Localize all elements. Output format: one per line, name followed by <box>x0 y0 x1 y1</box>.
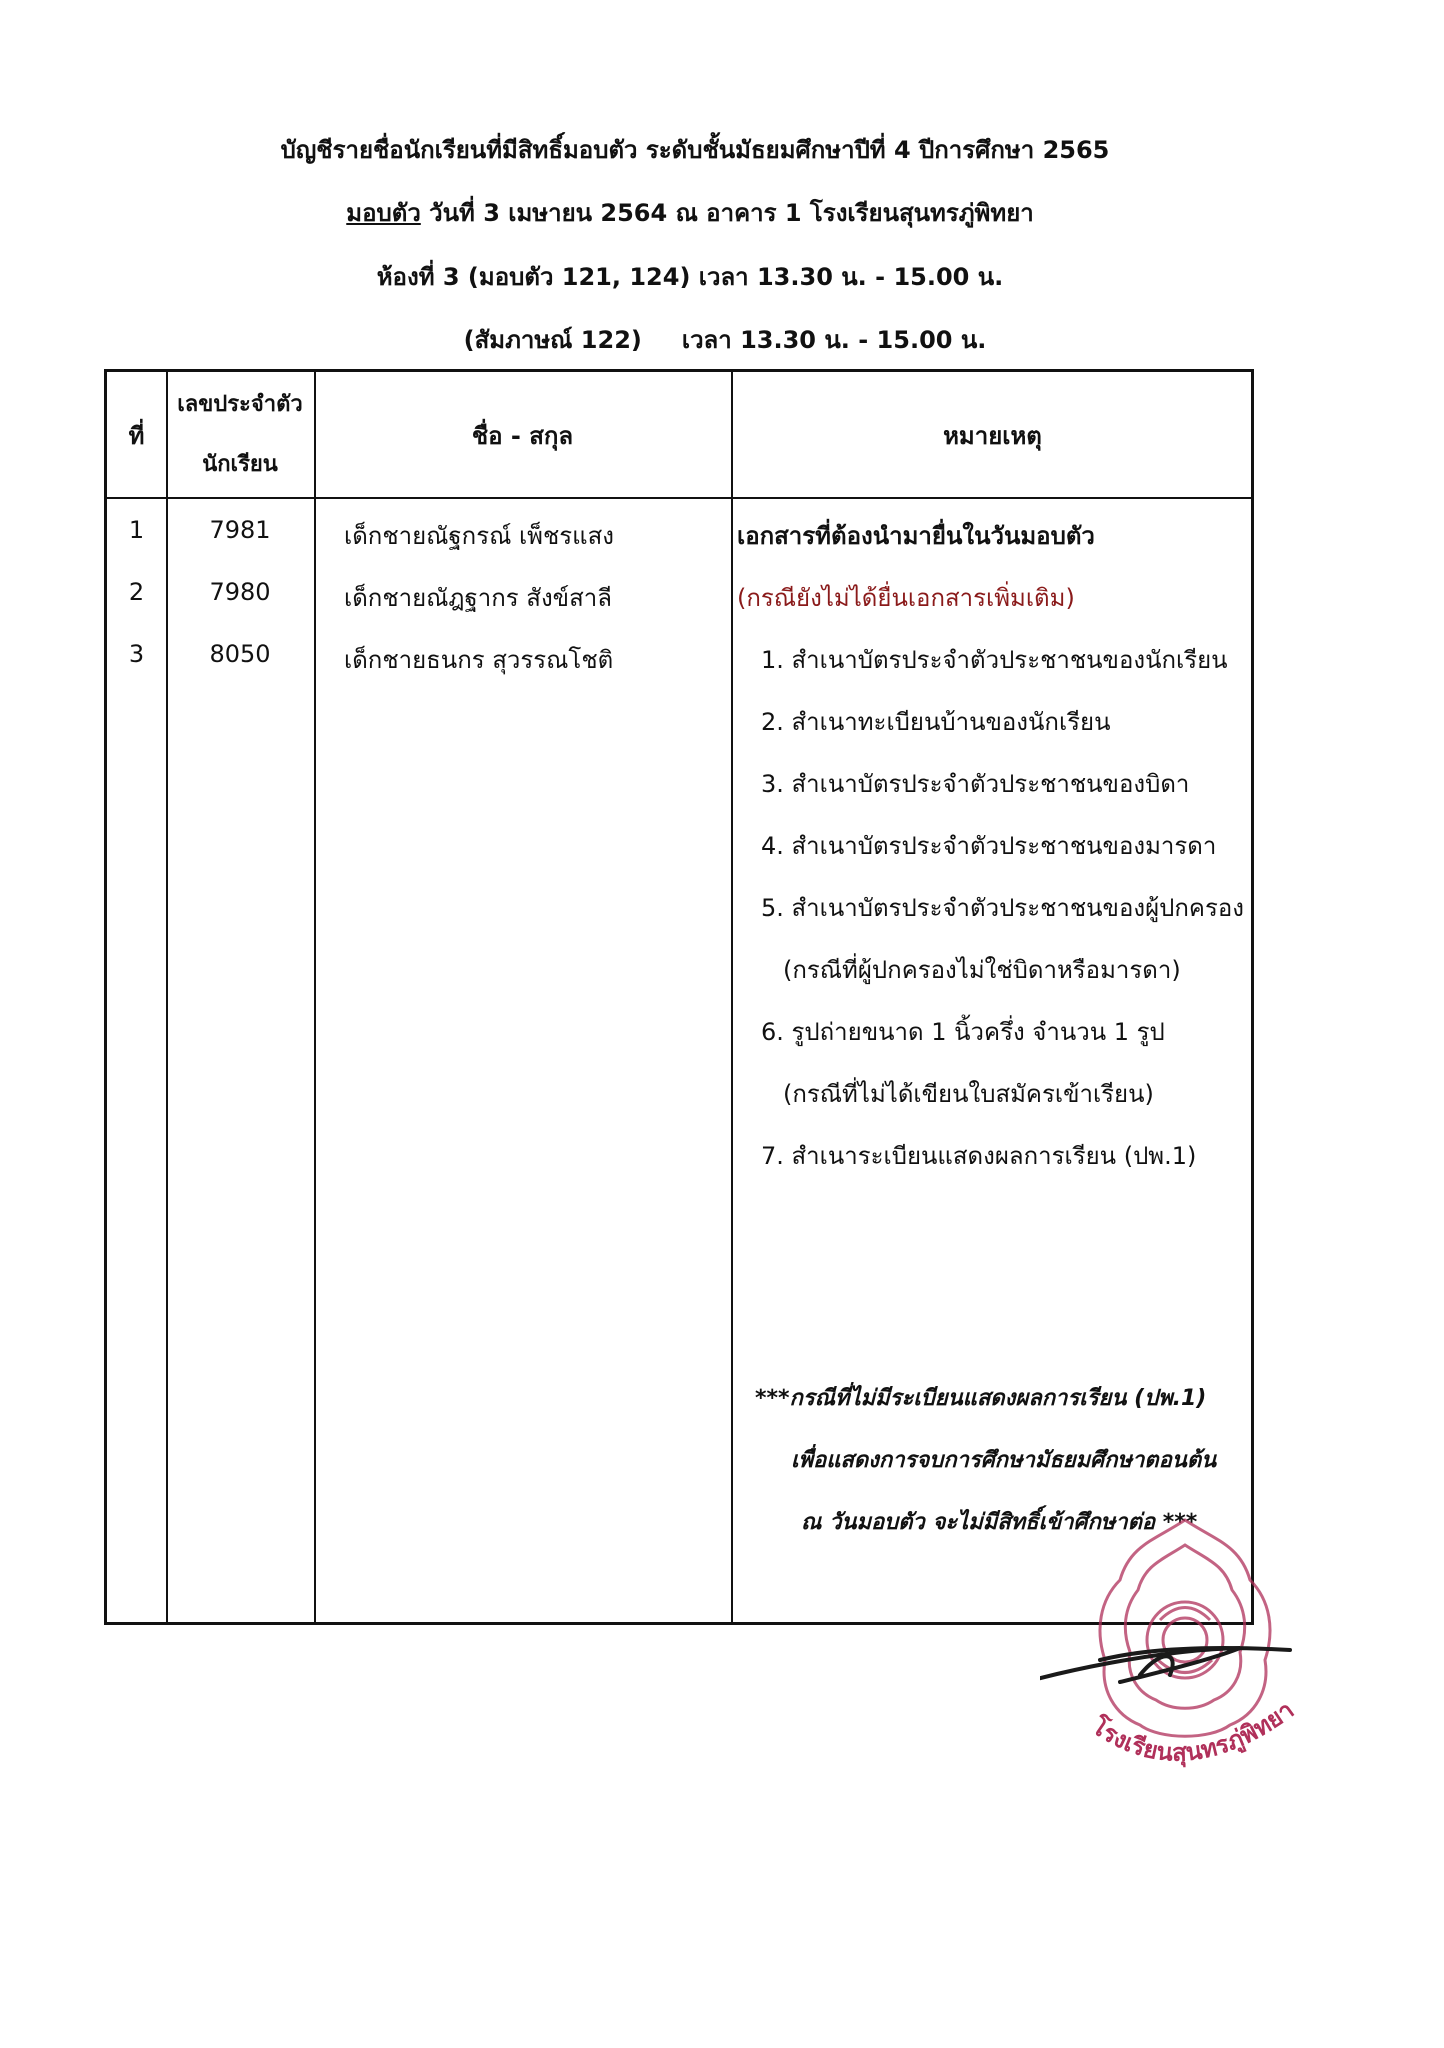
remark-item: 2. สำเนาทะเบียนบ้านของนักเรียน <box>761 708 1111 736</box>
remark-item: 7. สำเนาระเบียนแสดงผลการเรียน (ปพ.1) <box>761 1142 1197 1170</box>
row-1-name: เด็กชายณัฐกรณ์ เพ็ชรแสง <box>344 522 615 550</box>
remark-item: 5. สำเนาบัตรประจำตัวประชาชนของผู้ปกครอง <box>761 894 1244 922</box>
remark-item-note: (กรณีที่ไม่ได้เขียนใบสมัครเข้าเรียน) <box>783 1080 1154 1108</box>
student-table <box>104 369 1254 1625</box>
remarks-subheading: (กรณียังไม่ได้ยื่นเอกสารเพิ่มเติม) <box>737 584 1075 612</box>
column-header-no: ที่ <box>128 422 145 450</box>
warning-line-2: เพื่อแสดงการจบการศึกษามัธยมศึกษาตอนต้น <box>791 1448 1217 1473</box>
document-title: บัญชีรายชื่อนักเรียนที่มีสิทธิ์มอบตัว ระดับชั้นมัธยมศึกษาปีที่ 4 ปีการศึกษา 2565 <box>280 136 1110 164</box>
row-1-no: 1 <box>128 516 145 544</box>
interview-time: เวลา 13.30 น. - 15.00 น. <box>681 326 987 354</box>
col-divider-3 <box>731 372 733 1622</box>
warning-line-1: ***กรณีที่ไม่มีระเบียนแสดงผลการเรียน (ปพ.1) <box>755 1386 1207 1411</box>
stamp-text: โรงเรียนสุนทรภู่พิทยา <box>1086 1695 1300 1767</box>
school-seal-icon <box>1040 1500 1330 1790</box>
row-2-no: 2 <box>128 578 145 606</box>
column-header-id-line2: นักเรียน <box>202 452 278 477</box>
row-1-id: 7981 <box>209 516 271 544</box>
row-2-id: 7980 <box>209 578 271 606</box>
schedule-text: วันที่ 3 เมษายน 2564 ณ อาคาร 1 โรงเรียนสุนทรภู่พิทยา <box>420 199 1034 227</box>
column-header-remark: หมายเหตุ <box>943 422 1042 450</box>
column-header-id-line1: เลขประจำตัว <box>177 392 303 417</box>
interview-line <box>0 320 1444 359</box>
remark-item-note: (กรณีที่ผู้ปกครองไม่ใช่บิดาหรือมารดา) <box>783 956 1181 984</box>
column-header-name: ชื่อ - สกุล <box>471 422 574 450</box>
remark-item: 3. สำเนาบัตรประจำตัวประชาชนของบิดา <box>761 770 1190 798</box>
header-divider <box>107 497 1251 499</box>
interview-label: (สัมภาษณ์ 122) <box>463 326 642 354</box>
remark-item: 4. สำเนาบัตรประจำตัวประชาชนของมารดา <box>761 832 1217 860</box>
warning-line-3: ณ วันมอบตัว จะไม่มีสิทธิ์เข้าศึกษาต่อ *** <box>801 1510 1198 1535</box>
col-divider-1 <box>166 372 168 1622</box>
schedule-line <box>0 193 1380 232</box>
schedule-label: มอบตัว <box>346 199 421 227</box>
col-divider-2 <box>314 372 316 1622</box>
row-3-no: 3 <box>128 640 145 668</box>
remark-item: 1. สำเนาบัตรประจำตัวประชาชนของนักเรียน <box>761 646 1228 674</box>
row-3-name: เด็กชายธนกร สุวรรณโชติ <box>344 646 614 674</box>
room-line: ห้องที่ 3 (มอบตัว 121, 124) เวลา 13.30 น. - 15.00 น. <box>376 263 1004 291</box>
row-2-name: เด็กชายณัฎฐากร สังข์สาลี <box>344 584 612 612</box>
remark-item: 6. รูปถ่ายขนาด 1 นิ้วครึ่ง จำนวน 1 รูป <box>761 1018 1165 1046</box>
row-3-id: 8050 <box>209 640 271 668</box>
remarks-heading: เอกสารที่ต้องนำมายื่นในวันมอบตัว <box>737 522 1095 550</box>
